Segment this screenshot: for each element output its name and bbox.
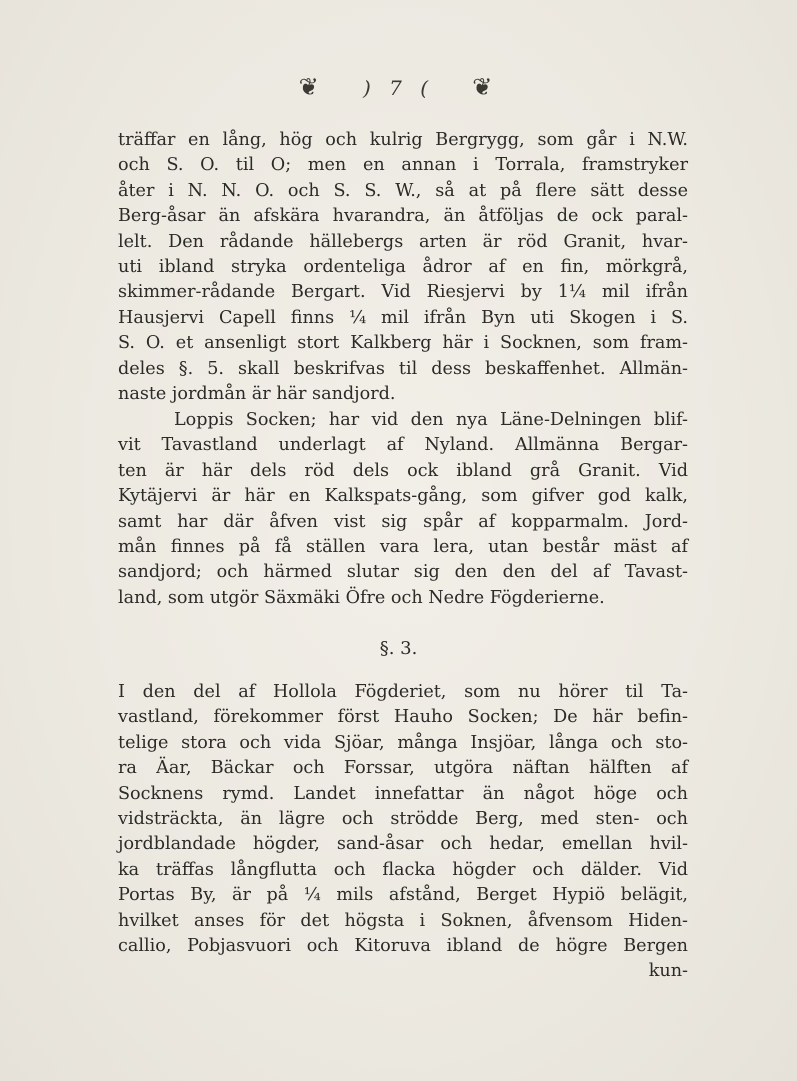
text-line: ka träffas långflutta och flacka högder och dälder. Vid <box>118 859 688 880</box>
text-line: Kytäjervi är här en Kalkspats-gång, som gifver god kalk, <box>118 486 688 507</box>
text-line: vidsträckta, än lägre och strödde Berg, med sten- och <box>118 808 688 829</box>
text-line: vit Tavastland underlagt af Nyland. Allmänna Bergar- <box>118 435 688 456</box>
text-line: callio, Pobjasvuori och Kitoruva ibland de högre Bergen <box>118 935 688 956</box>
text-line: sandjord; och härmed slutar sig den den del af Tavast- <box>118 562 688 583</box>
paragraph-3 <box>118 680 688 985</box>
right-ornament-icon: ❦ <box>472 73 499 101</box>
text-line: lelt. Den rådande hällebergs arten är röd Granit, hvar- <box>118 231 688 252</box>
page-number: ) 7 ( <box>362 76 435 100</box>
text-line: I den del af Hollola Fögderiet, som nu hörer til Ta- <box>118 682 688 702</box>
text-line: Hausjervi Capell finns ¼ mil ifrån Byn uti Skogen i S. <box>118 307 688 328</box>
section-heading: §. 3. <box>379 638 418 659</box>
paragraph-2 <box>118 408 688 611</box>
text-line: deles §. 5. skall beskrifvas til dess beskaffenhet. Allmän- <box>118 358 688 379</box>
text-line: land, som utgör Säxmäki Öfre och Nedre Fögderierne. <box>118 587 605 608</box>
page-header <box>0 72 797 102</box>
text-line: mån finnes på få ställen vara lera, utan består mäst af <box>118 536 688 557</box>
text-line: telige stora och vida Sjöar, många Insjöar, långa och sto- <box>118 732 688 753</box>
text-line: Loppis Socken; har vid den nya Läne-Delningen blif- <box>174 410 688 430</box>
text-line: uti ibland stryka ordenteliga ådror af en fin, mörkgrå, <box>118 256 688 277</box>
left-ornament-icon: ❦ <box>298 73 325 101</box>
text-line: samt har där åfven vist sig spår af kopparmalm. Jord- <box>118 511 688 532</box>
text-line: naste jordmån är här sandjord. <box>118 383 396 404</box>
text-line: jordblandade högder, sand-åsar och hedar, emellan hvil- <box>118 834 688 855</box>
text-line: Socknens rymd. Landet innefattar än något höge och <box>118 783 688 804</box>
text-line: ten är här dels röd dels ock ibland grå Granit. Vid <box>118 460 688 481</box>
text-line: Berg-åsar än afskära hvarandra, än åtföljas de ock paral- <box>118 206 688 227</box>
text-line: träffar en lång, hög och kulrig Bergrygg, som går i N.W. <box>118 130 688 150</box>
paragraph-1 <box>118 128 688 407</box>
text-line: åter i N. N. O. och S. S. W., så at på flere sätt desse <box>118 180 688 201</box>
text-line: vastland, förekommer först Hauho Socken; De här befin- <box>118 707 688 728</box>
text-line: S. O. et ansenligt stort Kalkberg här i Socknen, som fram- <box>118 333 688 354</box>
text-line: Portas By, är på ¼ mils afstånd, Berget Hypiö belägit, <box>118 885 688 906</box>
catchword: kun- <box>648 961 688 982</box>
text-line: ra Äar, Bäckar och Forssar, utgöra näftan hälften af <box>118 758 688 779</box>
text-line: hvilket anses för det högsta i Soknen, åfvensom Hiden- <box>118 910 688 931</box>
text-line: och S. O. til O; men en annan i Torrala, framstryker <box>118 155 688 176</box>
text-line: skimmer-rådande Bergart. Vid Riesjervi by 1¼ mil ifrån <box>118 282 688 303</box>
